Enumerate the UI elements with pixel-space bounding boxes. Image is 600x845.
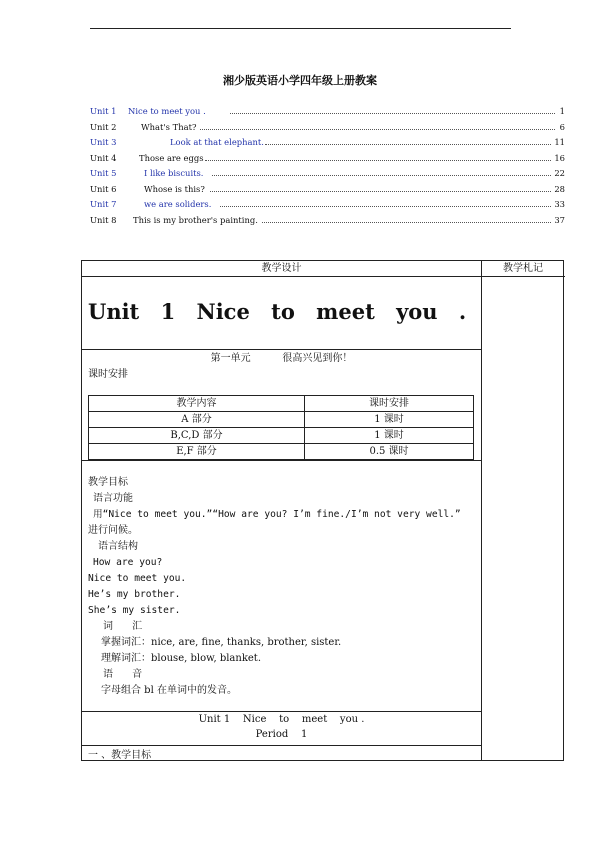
toc-unit: Unit 6: [90, 183, 117, 194]
toc-entry-unit-8[interactable]: [90, 213, 565, 229]
toc-entry-unit-4[interactable]: [90, 151, 565, 167]
goals-vocabulary: 词 汇: [103, 621, 143, 632]
toc-page: 28: [554, 183, 565, 194]
toc-unit: Unit 2: [90, 121, 117, 132]
header-teaching-design: 教学设计: [261, 263, 302, 274]
toc-leader: [205, 160, 551, 161]
goals-function-text: 用“Nice to meet you.”“How are you? I’m fine./I’m not very well.”: [93, 509, 461, 520]
structure-sentence: He’s my brother.: [88, 589, 181, 600]
toc-unit: Unit 3: [90, 137, 117, 147]
table-row: [89, 428, 474, 444]
chinese-subtitle: 第一单元 很高兴见到你！: [210, 353, 353, 364]
goals-language-function: 语言功能: [93, 493, 133, 504]
toc-title: Look at that elephant.: [170, 137, 264, 147]
goals-phonetics: 语 音: [103, 669, 143, 680]
period-unit-title: Unit 1 Nice to meet you .: [198, 714, 365, 725]
toc-title: I like biscuits.: [144, 168, 204, 178]
cell-hours: 0.5 课时: [305, 444, 474, 460]
toc-title: Nice to meet you .: [128, 106, 206, 116]
schedule-label: 课时安排: [88, 369, 128, 380]
structure-sentence: She’s my sister.: [88, 605, 181, 616]
toc-title: This is my brother's painting.: [133, 214, 258, 225]
toc-leader: [265, 144, 551, 145]
toc-title: Those are eggs: [139, 152, 204, 163]
toc-leader: [200, 129, 555, 130]
structure-sentence: Nice to meet you.: [88, 573, 187, 584]
cell-hours: 1 课时: [305, 412, 474, 428]
cell-content: B,C,D 部分: [89, 428, 305, 444]
toc-page: 11: [554, 137, 565, 147]
col-header-hours: 课时安排: [305, 396, 474, 412]
lesson-plan-table: [81, 260, 564, 761]
table-row: [89, 412, 474, 428]
toc-page: 1: [559, 106, 565, 116]
goals-function-text-cont: 进行问候。: [88, 525, 138, 536]
toc-unit: Unit 5: [90, 168, 117, 178]
header-rule: [90, 28, 511, 29]
toc-page: 22: [554, 168, 565, 178]
period-label: Period 1: [255, 729, 308, 740]
header-teaching-notes: 教学札记: [503, 263, 543, 274]
table-row: [89, 396, 474, 412]
section-heading: 一 、教学目标: [88, 750, 152, 761]
column-divider: [481, 261, 482, 760]
header-divider: [82, 276, 565, 277]
cell-hours: 1 课时: [305, 428, 474, 444]
toc-title: Whose is this?: [144, 183, 205, 194]
toc-page: 16: [554, 152, 565, 163]
toc-entry-unit-5[interactable]: [90, 166, 565, 182]
cell-content: A 部分: [89, 412, 305, 428]
toc-unit: Unit 8: [90, 214, 117, 225]
toc-title: we are soliders.: [144, 199, 212, 209]
toc-entry-unit-2[interactable]: [90, 120, 565, 136]
phonetics-text: 字母组合 bl 在单词中的发音。: [101, 685, 237, 696]
toc-entry-unit-3[interactable]: [90, 135, 565, 151]
schedule-table: [88, 395, 474, 460]
goals-language-structure: 语言结构: [98, 541, 138, 552]
table-row: [89, 444, 474, 460]
cell-content: E,F 部分: [89, 444, 305, 460]
toc-page: 6: [559, 121, 565, 132]
vocab-understand: 理解词汇：blouse, blow, blanket.: [101, 653, 261, 664]
toc-page: 33: [554, 199, 565, 209]
document-title: 湘少版英语小学四年级上册教案: [223, 74, 377, 87]
toc-entry-unit-6[interactable]: [90, 182, 565, 198]
toc-entry-unit-1[interactable]: [90, 104, 565, 120]
row-divider: [82, 711, 481, 712]
vocab-master: 掌握词汇：nice, are, fine, thanks, brother, sister.: [101, 637, 342, 648]
col-header-content: 教学内容: [89, 396, 305, 412]
toc-entry-unit-7[interactable]: [90, 197, 565, 213]
toc-unit: Unit 7: [90, 199, 117, 209]
goals-heading: 教学目标: [88, 477, 128, 488]
row-divider: [82, 460, 481, 461]
toc-leader: [230, 113, 555, 114]
unit-heading: Unit 1 Nice to meet you .: [88, 299, 467, 324]
toc-page: 37: [554, 214, 565, 225]
toc-leader: [210, 191, 551, 192]
table-of-contents: [90, 104, 565, 228]
toc-unit: Unit 1: [90, 106, 117, 116]
toc-title: What's That?: [141, 121, 197, 132]
toc-leader: [220, 206, 551, 207]
toc-unit: Unit 4: [90, 152, 117, 163]
structure-sentence: How are you?: [93, 557, 163, 568]
toc-leader: [262, 222, 551, 223]
toc-leader: [212, 175, 551, 176]
